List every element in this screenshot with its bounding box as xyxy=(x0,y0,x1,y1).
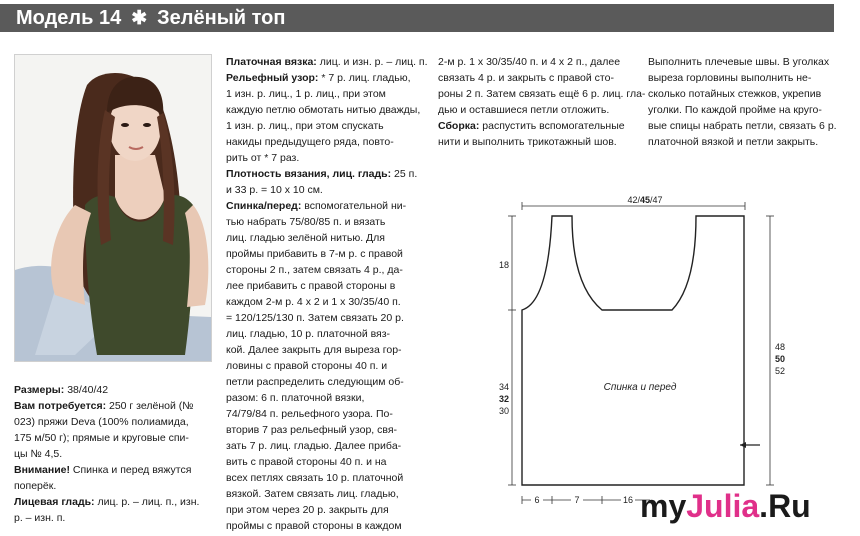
back-line: проймы с правой стороны в каждом xyxy=(226,520,402,532)
back-line: вязкой. Затем связать лиц. гладью, xyxy=(226,488,399,500)
need-line: 023) пряжи Deva (100% полиамида, xyxy=(14,416,189,428)
relief-line: 1 изн. р. лиц., 1 р. лиц., при этом xyxy=(226,88,386,100)
garter-text: лиц. и изн. р. – лиц. п. xyxy=(316,56,428,68)
back-line: при этом через 20 р. закрыть для xyxy=(226,504,389,516)
back-line: лиц. гладью, 10 р. платочной вяз- xyxy=(226,328,391,340)
finish-line: сколько потайных стежков, укрепив xyxy=(648,88,822,100)
finish-line: Выполнить плечевые швы. В уголках xyxy=(648,56,830,68)
density-line: 25 п. xyxy=(391,168,418,180)
finish-line: выреза горловины выполнить не- xyxy=(648,72,812,84)
finish-line: вые спицы набрать петли, связать 6 р. xyxy=(648,120,837,132)
need-label: Вам потребуется: xyxy=(14,400,107,412)
back-line: 74/79/84 п. рельефного узора. По- xyxy=(226,408,393,420)
back-line: вторив 7 раз рельефный узор, свя- xyxy=(226,424,398,436)
back-line: всех петлях связать 10 р. платочной xyxy=(226,472,404,484)
right-height-label-1: 48 xyxy=(774,342,786,352)
model-title: Зелёный топ xyxy=(157,7,286,29)
back-line: лее прибавить с правой стороны в xyxy=(226,280,396,292)
right-height-label-2: 50 xyxy=(774,354,786,364)
bottom-label-1: 6 xyxy=(534,495,540,505)
back-line: ловины с правой стороны 40 п. и xyxy=(226,360,388,372)
relief-line: * 7 р. лиц. гладью, xyxy=(318,72,411,84)
density-label: Плотность вязания, лиц. гладь: xyxy=(226,168,392,180)
piece-label: Спинка и перед xyxy=(603,382,677,393)
garment-outline xyxy=(522,216,744,485)
back-line: тью набрать 75/80/85 п. и вязать xyxy=(226,216,386,228)
logo-part-julia: Julia xyxy=(686,488,760,524)
back-line: = 120/125/130 п. Затем связать 20 р. xyxy=(226,312,404,324)
instructions-column-1 xyxy=(226,54,428,534)
back-line: каждом 2-м р. 4 х 2 и 1 х 30/35/40 п. xyxy=(226,296,401,308)
attention-label: Внимание! xyxy=(14,464,70,476)
back-label: Спинка/перед: xyxy=(226,200,302,212)
finish-line: платочной вязкой и петли закрыть. xyxy=(648,136,819,148)
need-line: 175 м/50 г); прямые и круговые спи- xyxy=(14,432,189,444)
relief-line: накиды предыдущего ряда, повто- xyxy=(226,136,394,148)
assembly-line: распустить вспомогательные xyxy=(479,120,625,132)
sizes-value: 38/40/42 xyxy=(67,384,109,396)
garter-label: Платочная вязка: xyxy=(226,56,317,68)
back-line: стороны 2 п., затем связать 4 р., да- xyxy=(226,264,403,276)
materials-block xyxy=(14,382,210,526)
back-line: кой. Далее закрыть для выреза гор- xyxy=(226,344,402,356)
star-icon: ✱ xyxy=(131,8,148,29)
woman-figure-illustration xyxy=(15,55,211,361)
top-dimension-label: 42/45/47 xyxy=(627,195,663,205)
cont-line: 2-м р. 1 х 30/35/40 п. и 4 х 2 п., далее xyxy=(438,56,621,68)
back-line: проймы прибавить в 7-м р. с правой xyxy=(226,248,403,260)
instructions-column-3 xyxy=(648,54,844,150)
relief-label: Рельефный узор: xyxy=(226,72,319,84)
site-logo xyxy=(640,488,811,525)
density-line: и 33 р. = 10 х 10 см. xyxy=(226,184,323,196)
attention-line: поперёк. xyxy=(14,480,57,492)
model-photo xyxy=(14,54,212,362)
back-line: зать 7 р. лиц. гладью. Далее прибa- xyxy=(226,440,402,452)
back-line: разом: 6 п. платочной вязки, xyxy=(226,392,365,404)
sizes-label: Размеры: xyxy=(14,384,65,396)
model-number: Модель 14 xyxy=(16,7,122,29)
face-line: лиц. р. – лиц. п., изн. xyxy=(94,496,200,508)
strap-height-label: 18 xyxy=(498,260,510,270)
assembly-line: нити и выполнить трикотажный шов. xyxy=(438,136,617,148)
page-title xyxy=(16,7,285,30)
relief-line: каждую петлю обмотать нитью дважды, xyxy=(226,104,421,116)
logo-part-my: my xyxy=(640,488,687,524)
pattern-schematic xyxy=(490,190,820,510)
left-height-label-3: 30 xyxy=(498,406,510,416)
face-line: р. – изн. п. xyxy=(14,512,66,524)
back-line: лиц. гладью зелёной нитью. Для xyxy=(226,232,385,244)
left-height-label-1: 34 xyxy=(498,382,510,392)
back-line: петли распределить следующим об- xyxy=(226,376,404,388)
assembly-label: Сборка: xyxy=(438,120,480,132)
face-label: Лицевая гладь: xyxy=(14,496,95,508)
relief-line: рить от * 7 раз. xyxy=(226,152,300,164)
back-line: вить с правой стороны 40 п. и на xyxy=(226,456,387,468)
cont-line: связать 4 р. и закрыть с правой сто- xyxy=(438,72,614,84)
bottom-label-3: 16 xyxy=(622,495,634,505)
header-bar xyxy=(0,4,834,32)
instructions-column-2 xyxy=(438,54,646,150)
need-line: цы № 4,5. xyxy=(14,448,63,460)
left-height-label-2: 32 xyxy=(498,394,510,404)
cont-line: дью и оставшиеся петли отложить. xyxy=(438,104,610,116)
need-line: 250 г зелёной (№ xyxy=(106,400,194,412)
pattern-diagram xyxy=(490,190,820,510)
right-height-label-3: 52 xyxy=(774,366,786,376)
attention-line: Спинка и перед вяжутся xyxy=(69,464,192,476)
relief-line: 1 изн. р. лиц., при этом спускать xyxy=(226,120,384,132)
logo-part-ru: .Ru xyxy=(759,488,811,524)
cont-line: роны 2 п. Затем связать ещё 6 р. лиц. гла- xyxy=(438,88,646,100)
back-line: вспомогательной ни- xyxy=(301,200,407,212)
finish-line: уголки. По каждой пройме на круго- xyxy=(648,104,822,116)
bottom-label-2: 7 xyxy=(574,495,580,505)
